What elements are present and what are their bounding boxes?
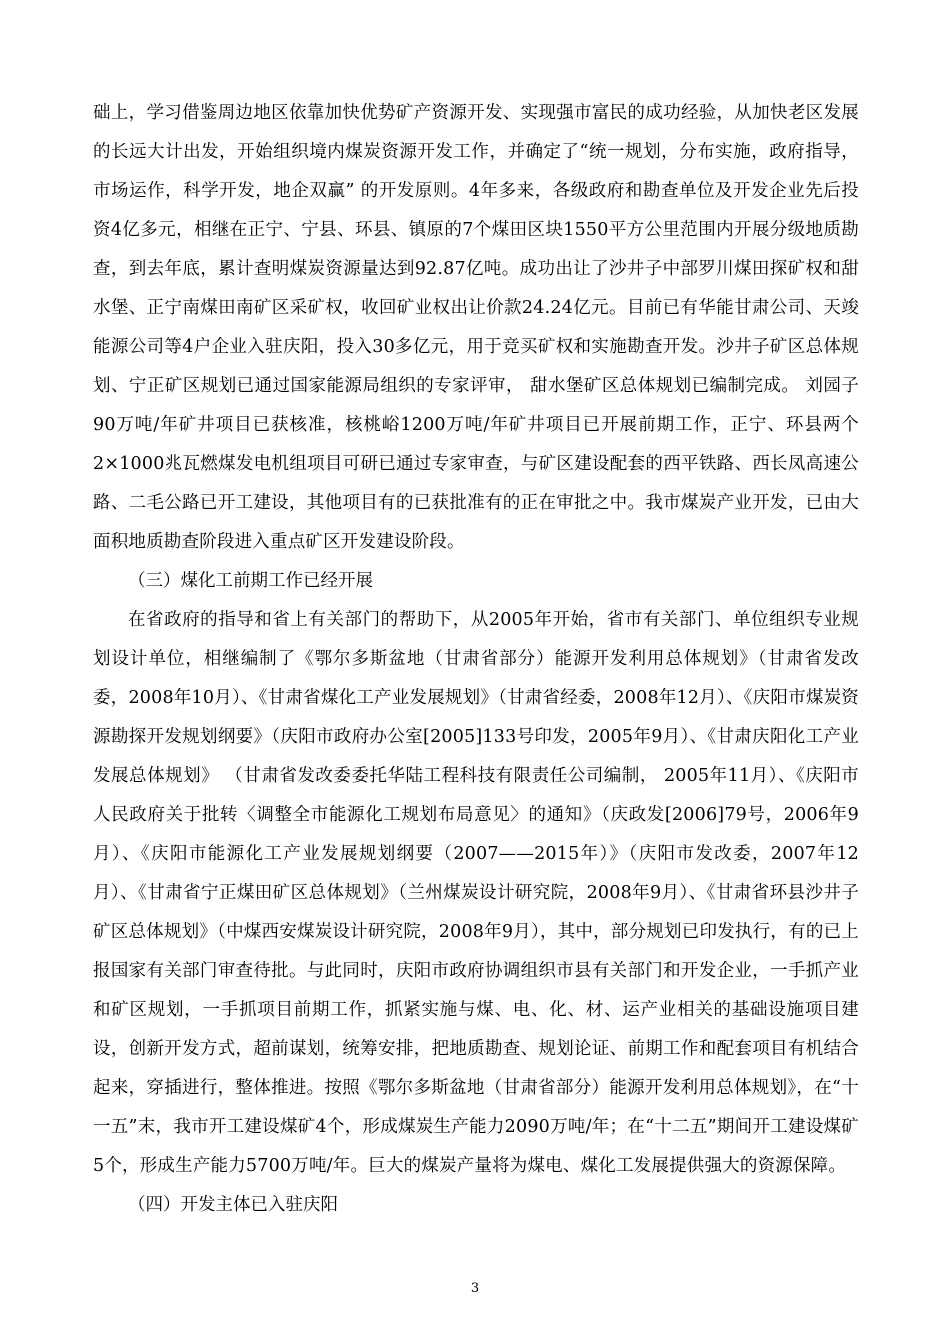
section-heading-coal-chemical: （三）煤化工前期工作已经开展 (128, 571, 373, 591)
page-number: 3 (470, 1281, 480, 1296)
section-heading-development-entities: （四）开发主体已入驻庆阳 (128, 1195, 338, 1215)
page-body (93, 94, 859, 1225)
body-paragraph-coal-development: 础上，学习借鉴周边地区依靠加快优势矿产资源开发、实现强市富民的成功经验，从加快老区发展的长远大计出发，开始组织境内煤炭资源开发工作，并确定了“统一规划，分布实施，政府指导，市场运作，科学开发，地企双赢” 的开发原则。4年多来，各级政府和勘查单位及开发企业先后投资4亿多元，相继在正宁、宁县、环县、镇原的7个煤田区块1550平方公里范围内开展分级地质勘查，到去年底，累计查明煤炭资源量达到92.87亿吨。成功出让了沙井子中部罗川煤田探矿权和甜水堡、正宁南煤田南矿区采矿权，收回矿业权出让价款24.24亿元。目前已有华能甘肃公司、天竣能源公司等4户企业入驻庆阳，投入30多亿元，用于竞买矿权和实施勘查开发。沙井子矿区总体规划、宁正矿区规划已通过国家能源局组织的专家评审， 甜水堡矿区总体规划已编制完成。 刘园子90万吨/年矿井项目已获核准，核桃峪1200万吨/年矿井项目已开展前期工作，正宁、环县两个2×1000兆瓦燃煤发电机组项目可研已通过专家审查，与矿区建设配套的西平铁路、西长凤高速公路、二毛公路已开工建设，其他项目有的已获批准有的正在审批之中。我市煤炭产业开发，已由大面积地质勘查阶段进入重点矿区开发建设阶段。 (93, 103, 859, 552)
body-paragraph-planning: 在省政府的指导和省上有关部门的帮助下，从2005年开始，省市有关部门、单位组织专业规划设计单位，相继编制了《鄂尔多斯盆地（甘肃省部分）能源开发利用总体规划》（甘肃省发改委，2008年10月）、《甘肃省煤化工产业发展规划》（甘肃省经委，2008年12月）、《庆阳市煤炭资源勘探开发规划纲要》（庆阳市政府办公室[2005]133号印发，2005年9月）、《甘肃庆阳化工产业发展总体规划》 （甘肃省发改委委托华陆工程科技有限责任公司编制， 2005年11月）、《庆阳市人民政府关于批转〈调整全市能源化工规划布局意见〉的通知》（庆政发[2006]79号，2006年9月）、《庆阳市能源化工产业发展规划纲要（2007——2015年）》（庆阳市发改委，2007年12月）、《甘肃省宁正煤田矿区总体规划》（兰州煤炭设计研究院，2008年9月）、《甘肃省环县沙井子矿区总体规划》（中煤西安煤炭设计研究院，2008年9月），其中，部分规划已印发执行，有的已上报国家有关部门审查待批。与此同时，庆阳市政府协调组织市县有关部门和开发企业，一手抓产业和矿区规划，一手抓项目前期工作，抓紧实施与煤、电、化、材、运产业相关的基础设施项目建设，创新开发方式，超前谋划，统筹安排，把地质勘查、规划论证、前期工作和配套项目有机结合起来，穿插进行，整体推进。按照《鄂尔多斯盆地（甘肃省部分）能源开发利用总体规划》，在“十一五”末，我市开工建设煤矿4个，形成煤炭生产能力2090万吨/年；在“十二五”期间开工建设煤矿5个，形成生产能力5700万吨/年。巨大的煤炭产量将为煤电、煤化工发展提供强大的资源保障。 (93, 610, 859, 1176)
